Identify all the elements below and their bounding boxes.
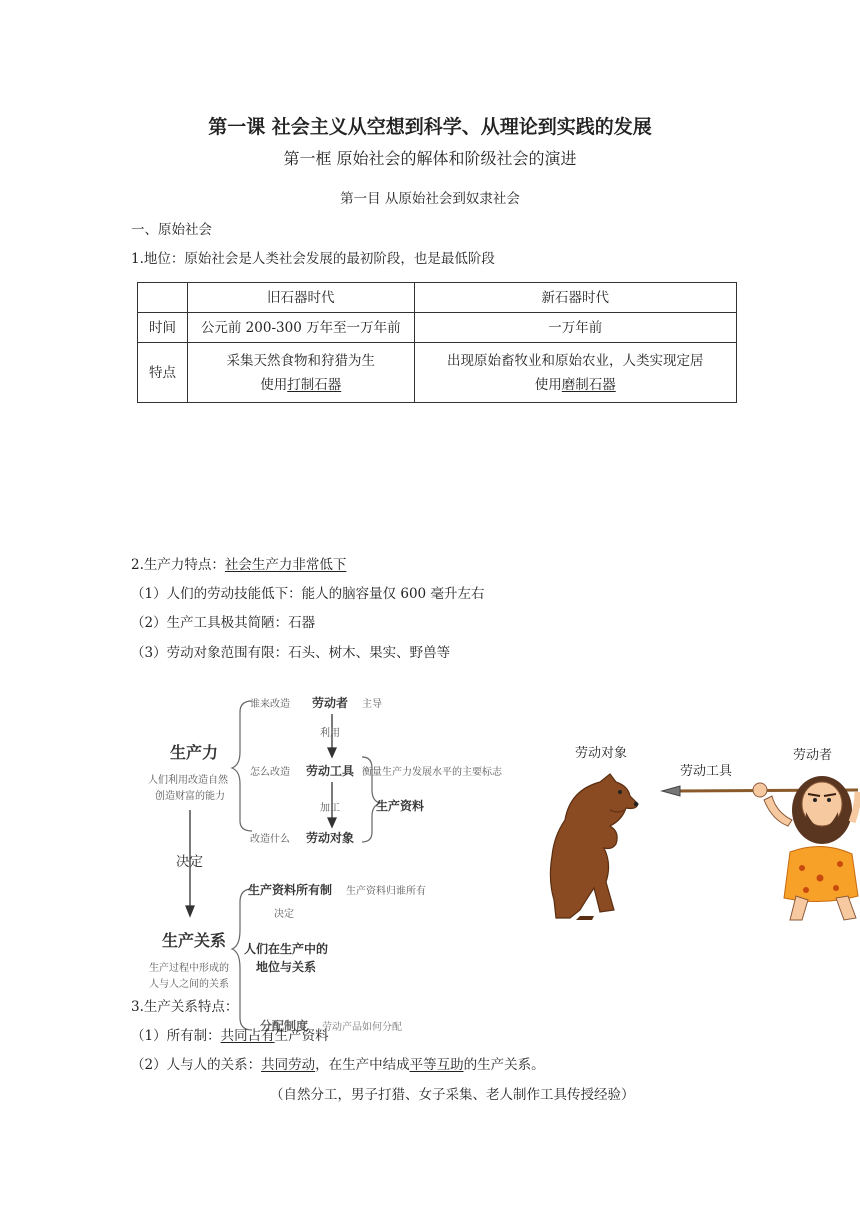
leading-label: 主导 [362,699,382,710]
relations-definition: 人与人之间的关系 [149,979,229,990]
cell-text: 使用 [534,376,562,393]
tool-note: 衡量生产力发展水平的主要标志 [362,767,502,778]
paragraph-status: 1.地位：原始社会是人类社会发展的最初阶段，也是最低阶段 [131,251,495,267]
decide-label: 决定 [176,854,203,870]
underlined-term: 共同占有 [220,1028,275,1044]
relations-definition: 生产过程中形成的 [149,963,229,974]
decide-small-label: 决定 [274,909,294,920]
item-text: ，在生产中结成 [315,1057,410,1073]
subsection-title: 第一目 从原始社会到奴隶社会 [340,191,520,207]
cell-line: 出现原始畜牧业和原始农业，人类实现定居 [447,352,704,369]
table-header-old: 旧石器时代 [187,283,414,313]
relations-heading: 3.生产关系特点： [131,999,239,1015]
underlined-term: 平等互助 [409,1057,464,1073]
tool-caption: 劳动工具 [680,764,733,779]
underlined-term: 共同劳动 [261,1057,316,1073]
page-title: 第一课 社会主义从空想到科学、从理论到实践的发展 [208,116,652,138]
table-cell: 时间 [138,313,188,343]
item-text: 生产资料 [274,1028,329,1044]
process-label: 加工 [320,803,340,814]
table-cell: 公元前 200-300 万年至一万年前 [187,313,414,343]
productivity-definition: 人们利用改造自然 [148,775,228,786]
table-cell: 一万年前 [414,313,736,343]
laborer-caption: 劳动者 [793,748,833,763]
heading-primitive-society: 一、原始社会 [131,222,212,238]
object-label: 劳动对象 [306,831,355,845]
table-cell: 特点 [138,343,188,403]
productivity-definition: 创造财富的能力 [155,791,225,802]
ownership-label: 生产资料所有制 [248,883,333,897]
relations-label: 生产关系 [162,931,227,950]
list-item: （2）生产工具极其简陋：石器 [131,615,316,631]
object-caption: 劳动对象 [575,746,628,761]
status-label: 地位与关系 [256,960,317,974]
underlined-term: 社会生产力非常低下 [224,557,347,573]
ownership-note: 生产资料归谁所有 [346,886,426,897]
heading-text: 2.生产力特点： [131,557,225,573]
means-of-production-label: 生产资料 [376,799,425,813]
list-item [131,1024,329,1044]
bear-and-caveman-illustration [540,760,860,930]
cell-line: 采集天然食物和狩猎为生 [226,352,375,369]
use-label: 利用 [320,728,340,739]
status-label: 人们在生产中的 [244,942,329,956]
section-title: 第一框 原始社会的解体和阶级社会的演进 [283,149,577,168]
underlined-term: 打制石器 [287,376,342,393]
distribution-note: 劳动产品如何分配 [322,1022,402,1033]
table-header-new: 新石器时代 [414,283,736,313]
item-text: （2）人与人的关系： [131,1057,262,1073]
underlined-term: 磨制石器 [561,376,616,393]
cell-text: 使用 [260,376,288,393]
item-text: 的生产关系。 [463,1057,545,1073]
item-text: （1）所有制： [131,1028,221,1044]
caveman-icon [753,776,858,920]
how-label: 怎么改造 [250,767,290,778]
bear-icon [550,774,638,920]
note-text: （自然分工，男子打猎、女子采集、老人制作工具传授经验） [270,1087,635,1103]
list-item [131,1053,545,1073]
who-label: 谁来改造 [250,699,290,710]
list-item: （1）人们的劳动技能低下：能人的脑容量仅 600 毫升左右 [131,586,485,602]
tool-label: 劳动工具 [306,764,355,778]
what-label: 改造什么 [250,834,290,845]
productivity-label: 生产力 [170,743,219,762]
laborer-label: 劳动者 [312,696,349,710]
list-item: （3）劳动对象范围有限：石头、树木、果实、野兽等 [131,645,451,661]
distribution-label: 分配制度 [260,1019,309,1033]
